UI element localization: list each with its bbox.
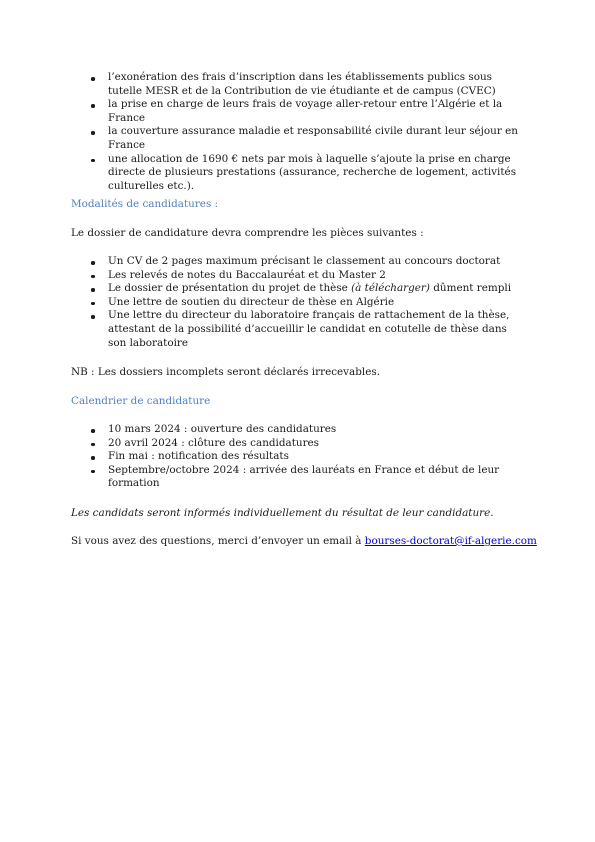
- date-arrivee: Septembre/octobre 2024 : arrivée des lauréats en France et début de leur formation: [108, 463, 500, 490]
- benefit-exoneration: l’exonération des frais d’inscription dans les établissements publics sous tutelle MESR et de la Contribution de vie étudiante et de campus (CVEC): [108, 71, 496, 97]
- list-item: [88, 282, 528, 296]
- list-item: [88, 309, 528, 350]
- benefit-voyage: la prise en charge de leurs frais de voyage aller-retour entre l’Algérie et la France: [108, 98, 503, 124]
- email-link[interactable]: bourses-doctorat@if-algerie.com: [364, 535, 537, 547]
- list-item: [88, 423, 528, 437]
- piece-dossier-text: Le dossier de présentation du projet de thèse: [108, 282, 352, 295]
- list-item: [88, 98, 528, 125]
- calendrier-list: [88, 423, 528, 491]
- nb-note: NB : Les dossiers incomplets seront déclarés irrecevables.: [71, 366, 381, 378]
- contact-line: [71, 535, 537, 549]
- list-item: [88, 125, 528, 152]
- piece-releves: Les relevés de notes du Baccalauréat et du Master 2: [108, 268, 386, 281]
- benefit-assurance: la couverture assurance maladie et responsabilité civile durant leur séjour en France: [108, 125, 518, 151]
- informes-note: Les candidats seront informés individuellement du résultat de leur candidature.: [71, 507, 494, 519]
- piece-cv: Un CV de 2 pages maximum précisant le classement au concours doctorat: [108, 255, 501, 267]
- piece-lettre-directeur: Une lettre de soutien du directeur de thèse en Algérie: [108, 295, 395, 308]
- list-item: [88, 255, 528, 269]
- benefit-allocation: une allocation de 1690 € nets par mois à laquelle s’ajoute la prise en charge directe de plusieurs prestations (assurance, recherche de logement, activités culturelles etc.).: [108, 152, 517, 192]
- piece-dossier-suffix: dûment rempli: [429, 282, 512, 295]
- list-item: [88, 464, 528, 491]
- list-item: [88, 450, 528, 464]
- pieces-list: [88, 255, 528, 350]
- list-item: [88, 437, 528, 451]
- list-item: [88, 153, 528, 194]
- telecharger-link[interactable]: (à télécharger): [351, 282, 430, 295]
- date-ouverture: 10 mars 2024 : ouverture des candidatures: [108, 423, 337, 435]
- contact-text: Si vous avez des questions, merci d’envoyer un email à: [71, 535, 365, 547]
- date-cloture: 20 avril 2024 : clôture des candidatures: [108, 436, 320, 449]
- piece-lettre-labo: Une lettre du directeur du laboratoire français de rattachement de la thèse, attestant de la possibilité d’accueillir le candidat en cotutelle de thèse dans son laboratoire: [108, 309, 510, 349]
- list-item: [88, 269, 528, 283]
- date-notification: Fin mai : notification des résultats: [108, 450, 289, 463]
- list-item: [88, 296, 528, 310]
- modalites-intro: Le dossier de candidature devra comprendre les pièces suivantes :: [71, 227, 424, 239]
- modalites-heading: Modalités de candidatures :: [71, 198, 219, 210]
- calendrier-heading: Calendrier de candidature: [71, 395, 211, 407]
- benefits-list: [88, 71, 528, 193]
- list-item: [88, 71, 528, 98]
